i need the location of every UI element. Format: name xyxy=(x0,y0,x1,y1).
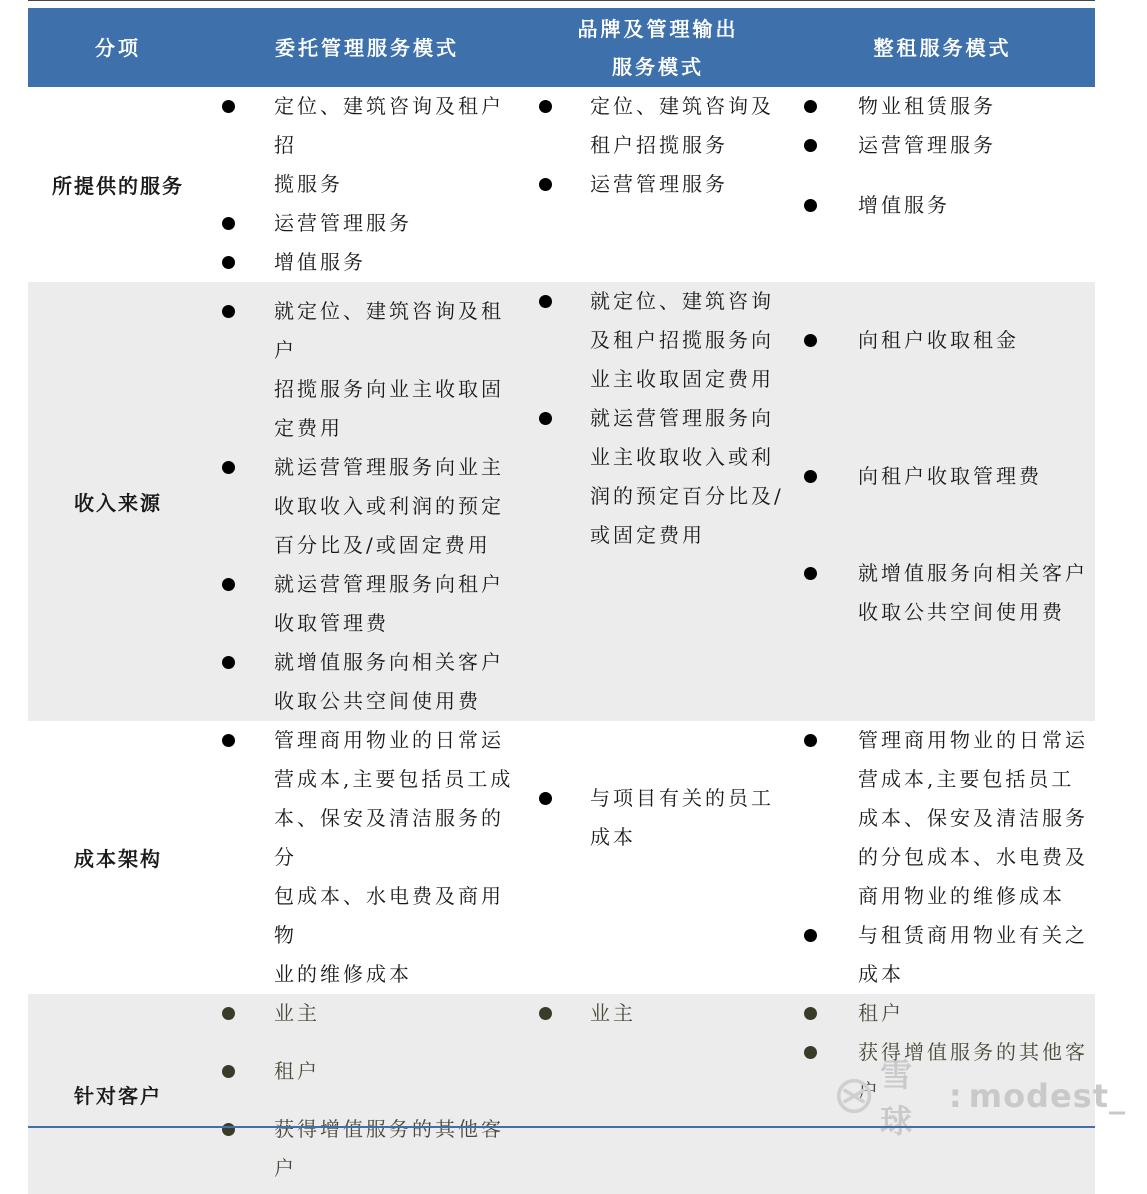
bullet-text-line: 物业租赁服务 xyxy=(858,94,996,118)
bullet-item xyxy=(790,916,1095,994)
bullet-text-line: 户 xyxy=(274,1156,297,1180)
bullet-dot-icon xyxy=(539,295,552,308)
bullet-text-line: 收取收入或利润的预定 xyxy=(274,494,504,518)
bullet-text-line: 业主 xyxy=(274,1001,320,1025)
bullet-list xyxy=(790,321,1095,632)
bullet-text-line: 百分比及/或固定费用 xyxy=(274,533,491,557)
bullet-text-line: 业的维修成本 xyxy=(274,962,412,986)
bullet-text-line: 运营管理服务 xyxy=(274,211,412,235)
bullet-text-line: 定位、建筑咨询及 xyxy=(590,94,774,118)
bullet-dot-icon xyxy=(804,734,817,747)
bullet-dot-icon xyxy=(804,139,817,152)
cell-col1 xyxy=(208,721,526,994)
bullet-text-line: 就定位、建筑咨询及租户 xyxy=(274,299,504,362)
bullet-dot-icon xyxy=(539,412,552,425)
bullet-text-line: 与项目有关的员工 xyxy=(590,786,774,810)
bullet-text-line: 收取公共空间使用费 xyxy=(274,689,481,713)
bullet-dot-icon xyxy=(222,1123,235,1136)
watermark-separator: : xyxy=(948,1077,963,1115)
row-label: 所提供的服务 xyxy=(52,174,184,198)
bullet-dot-icon xyxy=(804,334,817,347)
bullet-text-line: 成本、保安及清洁服务 xyxy=(858,806,1088,830)
bullet-text-line: 或固定费用 xyxy=(590,523,705,547)
bullet-item xyxy=(790,186,1095,225)
service-model-table xyxy=(28,8,1095,1194)
bullet-text-line: 就运营管理服务向租户 xyxy=(274,572,504,596)
bullet-dot-icon xyxy=(804,567,817,580)
header-row xyxy=(28,8,1095,87)
bullet-text-line: 成本 xyxy=(590,825,636,849)
bullet-text-line: 获得增值服务的其他客 xyxy=(858,1040,1088,1064)
cell-col2 xyxy=(526,87,790,282)
bullet-item xyxy=(790,994,1095,1033)
bullet-text-line: 本、保安及清洁服务的分 xyxy=(274,806,504,869)
bullet-item xyxy=(208,721,526,994)
bullet-text-line: 的分包成本、水电费及 xyxy=(858,845,1088,869)
bullet-text-line: 运营管理服务 xyxy=(590,172,728,196)
bullet-list xyxy=(208,292,526,721)
bullet-item xyxy=(208,1052,526,1091)
header-brand-output-line1: 品牌及管理输出 xyxy=(577,16,739,41)
bullet-dot-icon xyxy=(539,178,552,191)
bullet-dot-icon xyxy=(804,199,817,212)
bullet-dot-icon xyxy=(539,100,552,113)
bullet-dot-icon xyxy=(222,734,235,747)
bullet-text-line: 就增值服务向相关客户 xyxy=(858,561,1088,585)
watermark-brand: 雪球 xyxy=(880,1056,914,1140)
cell-col1 xyxy=(208,87,526,282)
header-category: 分项 xyxy=(28,8,208,87)
bullet-item xyxy=(526,399,790,555)
bullet-item xyxy=(208,565,526,643)
bullet-text-line: 业主收取固定费用 xyxy=(590,367,774,391)
bullet-text-line: 租户 xyxy=(858,1001,904,1025)
bullet-text-line: 就运营管理服务向业主 xyxy=(274,455,504,479)
bullet-dot-icon xyxy=(222,217,235,230)
bullet-list xyxy=(526,779,790,857)
bullet-text-line: 润的预定百分比及/ xyxy=(590,484,784,508)
bullet-dot-icon xyxy=(222,305,235,318)
bullet-text-line: 管理商用物业的日常运 xyxy=(858,728,1088,752)
cell-col1 xyxy=(208,994,526,1194)
watermark xyxy=(836,1056,1126,1140)
bullet-item xyxy=(208,1110,526,1188)
watermark-user: modest_ xyxy=(968,1077,1126,1115)
bullet-dot-icon xyxy=(222,578,235,591)
bullet-item xyxy=(790,87,1095,126)
bullet-dot-icon xyxy=(222,1065,235,1078)
bullet-text-line: 业主收取收入或利 xyxy=(590,445,774,469)
bullet-dot-icon xyxy=(222,256,235,269)
bullet-item xyxy=(790,554,1095,632)
bullet-list xyxy=(526,282,790,555)
bullet-text-line: 就定位、建筑咨询 xyxy=(590,289,774,313)
bullet-item xyxy=(526,994,790,1033)
bullet-text-line: 包成本、水电费及商用物 xyxy=(274,884,504,947)
row-label: 针对客户 xyxy=(28,994,208,1194)
bullet-dot-icon xyxy=(804,100,817,113)
bullet-dot-icon xyxy=(539,792,552,805)
bullet-list xyxy=(526,994,790,1033)
bullet-text-line: 商用物业的维修成本 xyxy=(858,884,1065,908)
cell-col3 xyxy=(790,87,1095,282)
bullet-text-line: 向租户收取管理费 xyxy=(858,464,1042,488)
bullet-item xyxy=(526,282,790,399)
header-brand-output xyxy=(526,8,790,87)
bullet-text-line: 收取公共空间使用费 xyxy=(858,600,1065,624)
header-master-lease: 整租服务模式 xyxy=(790,8,1095,87)
bullet-text-line: 就运营管理服务向 xyxy=(590,406,774,430)
bullet-list xyxy=(526,87,790,204)
bullet-text-line: 收取管理费 xyxy=(274,611,389,635)
bullet-text-line: 与租赁商用物业有关之 xyxy=(858,923,1088,947)
bullet-text-line: 定费用 xyxy=(274,416,343,440)
bullet-list xyxy=(790,721,1095,994)
table-row xyxy=(28,87,1095,282)
bullet-item xyxy=(208,243,526,282)
bullet-item xyxy=(790,321,1095,360)
bullet-text-line: 揽服务 xyxy=(274,172,343,196)
bullet-text-line: 增值服务 xyxy=(274,250,366,274)
bullet-dot-icon xyxy=(222,100,235,113)
bullet-item xyxy=(208,643,526,721)
bullet-text-line: 定位、建筑咨询及租户招 xyxy=(274,94,504,157)
bullet-item xyxy=(790,457,1095,496)
bullet-item xyxy=(208,994,526,1033)
bottom-rule xyxy=(28,1126,1095,1128)
cell-col2 xyxy=(526,282,790,721)
bullet-list xyxy=(208,721,526,994)
bullet-dot-icon xyxy=(222,461,235,474)
bullet-text-line: 营成本,主要包括员工成 xyxy=(274,767,514,791)
bullet-text-line: 管理商用物业的日常运 xyxy=(274,728,504,752)
bullet-text-line: 招揽服务向业主收取固 xyxy=(274,377,504,401)
bullet-item xyxy=(790,721,1095,916)
bullet-item xyxy=(526,165,790,204)
row-label: 收入来源 xyxy=(28,282,208,721)
bullet-text-line: 户 xyxy=(858,1079,881,1103)
bullet-text-line: 营成本,主要包括员工 xyxy=(858,767,1075,791)
bullet-list xyxy=(790,87,1095,225)
bullet-dot-icon xyxy=(222,656,235,669)
bullet-text-line: 获得增值服务的其他客 xyxy=(274,1117,504,1141)
bullet-text-line: 租户招揽服务 xyxy=(590,133,728,157)
bullet-text-line: 向租户收取租金 xyxy=(858,328,1019,352)
bullet-dot-icon xyxy=(222,1007,235,1020)
bullet-item xyxy=(208,87,526,204)
bullet-text-line: 及租户招揽服务向 xyxy=(590,328,774,352)
cell-col1 xyxy=(208,282,526,721)
bullet-dot-icon xyxy=(804,929,817,942)
bullet-dot-icon xyxy=(804,470,817,483)
bullet-dot-icon xyxy=(539,1007,552,1020)
cell-col2 xyxy=(526,721,790,994)
row-label: 成本架构 xyxy=(74,847,162,871)
bullet-text-line: 业主 xyxy=(590,1001,636,1025)
bullet-text-line: 成本 xyxy=(858,962,904,986)
bullet-item xyxy=(526,87,790,165)
cell-col3 xyxy=(790,721,1095,994)
bullet-text-line: 租户 xyxy=(274,1059,320,1083)
bullet-text-line: 增值服务 xyxy=(858,193,950,217)
bullet-item xyxy=(208,448,526,565)
bullet-text-line: 运营管理服务 xyxy=(858,133,996,157)
bullet-item xyxy=(208,204,526,243)
bullet-dot-icon xyxy=(804,1007,817,1020)
cell-col3 xyxy=(790,282,1095,721)
cell-col2 xyxy=(526,994,790,1194)
table-row xyxy=(28,282,1095,721)
bullet-list xyxy=(208,87,526,282)
bullet-text-line: 就增值服务向相关客户 xyxy=(274,650,504,674)
table-row xyxy=(28,721,1095,994)
bullet-item xyxy=(790,126,1095,165)
bullet-item xyxy=(526,779,790,857)
bullet-dot-icon xyxy=(804,1046,817,1059)
header-entrusted-management: 委托管理服务模式 xyxy=(208,8,526,87)
bullet-list xyxy=(208,994,526,1188)
header-brand-output-line2: 服务模式 xyxy=(612,54,704,79)
bullet-item xyxy=(208,292,526,448)
xueqiu-logo-icon xyxy=(836,1077,872,1115)
